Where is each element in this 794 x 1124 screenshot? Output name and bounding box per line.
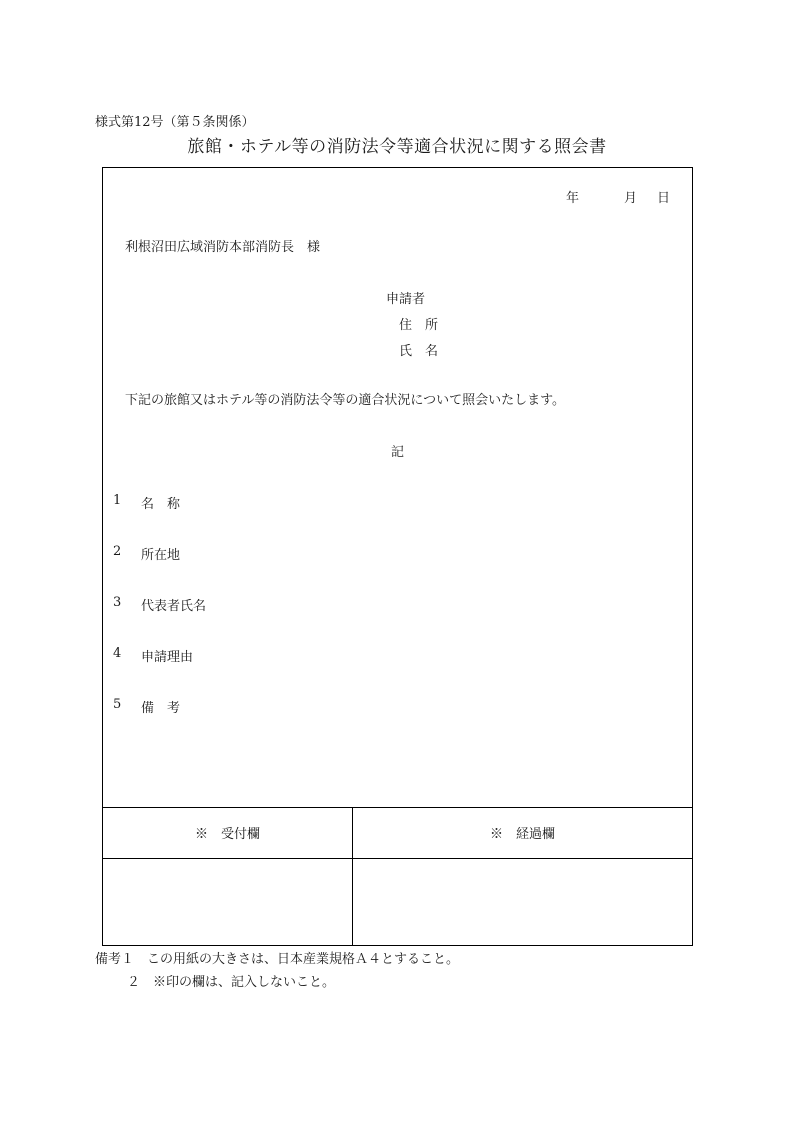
- item-label-remarks: 備 考: [141, 701, 181, 716]
- item-number: 1: [113, 493, 122, 508]
- item-number: 5: [113, 697, 122, 712]
- item-label-representative: 代表者氏名: [141, 599, 207, 614]
- applicant-address-label: 住 所: [399, 318, 439, 333]
- record-heading: 記: [391, 445, 405, 460]
- request-text: 下記の旅館又はホテル等の消防法令等の適合状況について照会いたします。: [125, 393, 566, 408]
- date-year-label: 年: [566, 191, 580, 206]
- note-2: ２ ※印の欄は、記入しないこと。: [127, 975, 336, 990]
- date-day-label: 日: [657, 191, 671, 206]
- date-month-label: 月: [624, 191, 638, 206]
- item-label-name: 名 称: [141, 497, 181, 512]
- progress-box-header: ※ 経過欄: [489, 827, 555, 842]
- item-number: 3: [113, 595, 122, 610]
- reception-box-field[interactable]: [103, 859, 352, 945]
- progress-box-field[interactable]: [353, 859, 692, 945]
- item-number: 2: [113, 544, 122, 559]
- item-label-reason: 申請理由: [141, 650, 194, 665]
- form-number: 様式第12号（第５条関係）: [95, 115, 255, 130]
- note-1: 備考１ この用紙の大きさは、日本産業規格Ａ４とすること。: [95, 952, 460, 967]
- item-number: 4: [113, 646, 122, 661]
- reception-box-header: ※ 受付欄: [194, 827, 260, 842]
- addressee: 利根沼田広域消防本部消防長 様: [125, 240, 321, 255]
- form-box: [102, 167, 693, 946]
- document-title: 旅館・ホテル等の消防法令等適合状況に関する照会書: [187, 137, 607, 157]
- applicant-name-label: 氏 名: [399, 344, 439, 359]
- item-label-location: 所在地: [141, 548, 181, 563]
- applicant-heading: 申請者: [386, 292, 426, 307]
